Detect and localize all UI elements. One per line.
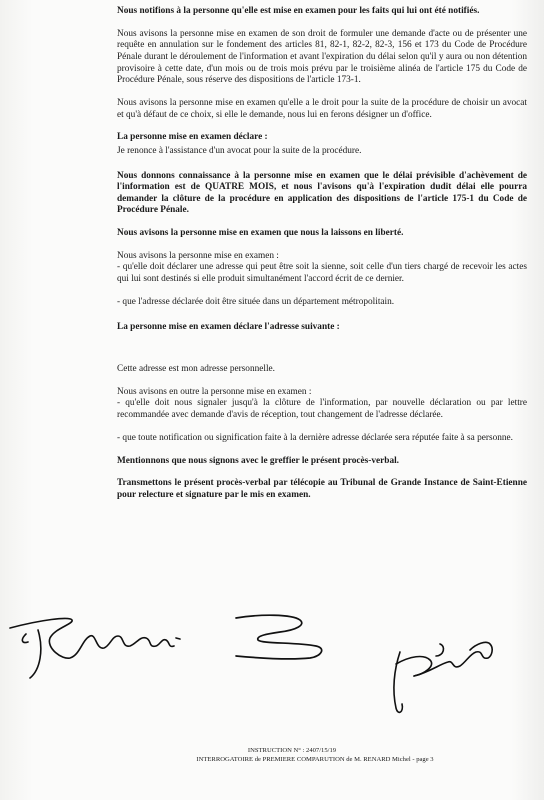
- address-declaration-title: La personne mise en examen déclare l'adresse suivante :: [117, 322, 340, 333]
- change-intro: Nous avisons en outre la personne mise en examen :: [117, 386, 312, 397]
- transmission-paragraph: Transmettons le présent procès-verbal par télécopie au Tribunal de Grande Instance de Saint-Etienne pour relecture et signature par le mis en examen.: [117, 478, 527, 500]
- declaration-text: Je renonce à l'assistance d'un avocat pour la suite de la procédure.: [117, 145, 362, 156]
- change-rule-2: - que toute notification ou signification faite à la dernière adresse déclarée sera réputée faite à sa personne.: [117, 432, 513, 443]
- address-rule-1: - qu'elle doit déclarer une adresse qui peut être soit la sienne, soit celle d'un tiers chargé de recevoir les actes qui lui sont destinés si elle produit simultanément l'accord écrit de ce dernier.: [117, 262, 527, 285]
- declaration-title: La personne mise en examen déclare :: [117, 132, 268, 143]
- footer-page-reference: INTERROGATOIRE de PREMIERE COMPARUTION de M. RENARD Michel - page 3: [196, 755, 434, 763]
- address-rule-2: - que l'adresse déclarée doit être située dans un département métropolitain.: [117, 296, 395, 307]
- delay-paragraph: Nous donnons connaissance à la personne mise en examen que le délai prévisible d'achèvement de l'information est de QUATRE MOIS, et nous l'avisons qu'à l'expiration dudit délai elle pourra demander la clôture de la procédure en application des dispositions de l'article 175-1 du Code de Procédure Pénale.: [117, 170, 527, 216]
- signature-mention: Mentionnons que nous signons avec le greffier le présent procès-verbal.: [117, 455, 399, 466]
- notification-paragraph: Nous notifions à la personne qu'elle est mise en examen pour les faits qui lui ont été notifiés.: [117, 6, 480, 16]
- document-footer: [0, 747, 544, 764]
- signature-area: [0, 600, 544, 730]
- lawyer-paragraph: Nous avisons la personne mise en examen qu'elle a le droit pour la suite de la procédure de choisir un avocat et qu'à défaut de ce choix, si elle le demande, nous lui en ferons désigner un d'office.: [117, 97, 527, 120]
- footer-instruction-number: INSTRUCTION N° : 2407/15/19: [247, 747, 337, 754]
- document-body: [117, 6, 527, 513]
- signature-left: [10, 618, 180, 678]
- rights-paragraph: Nous avisons la personne mise en examen de son droit de formuler une demande d'acte ou de présenter une requête en annulation sur le fondement des articles 81, 82-1, 82-2, 82-3, 156 et 173 du Code de Procédure Pénale durant le déroulement de l'information et avant l'expiration du délai selon qu'il y aura ou non détention provisoire à cette date, d'un mois ou de trois mois prévu par le troisième alinéa de l'article 175 du Code de Procédure Pénale, sous réserve des dispositions de l'article 173-1.: [117, 28, 527, 86]
- liberty-paragraph: Nous avisons la personne mise en examen que nous la laissons en liberté.: [117, 228, 404, 239]
- address-intro: Nous avisons la personne mise en examen :: [117, 250, 279, 261]
- change-rule-1: - qu'elle doit nous signaler jusqu'à la clôture de l'information, par nouvelle déclaration ou par lettre recommandée avec demande d'avis de réception, tout changement de l'adresse déclarée.: [117, 398, 527, 420]
- signature-right: [394, 642, 492, 712]
- signature-center: [236, 615, 322, 659]
- address-statement: Cette adresse est mon adresse personnelle.: [117, 364, 275, 374]
